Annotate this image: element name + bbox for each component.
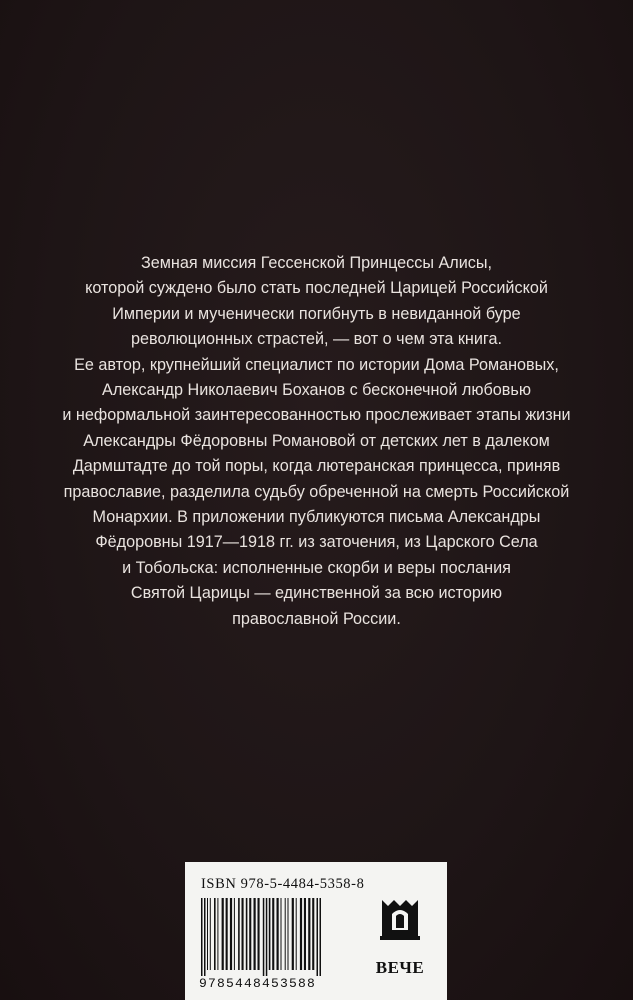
blurb-line: православной России. xyxy=(232,609,401,628)
blurb-line: Александры Фёдоровны Романовой от детских лет в далеком xyxy=(83,431,550,450)
blurb-line: Империи и мученически погибнуть в невиданной буре xyxy=(112,304,521,323)
blurb-line: Дармштадте до той поры, когда лютеранская принцесса, приняв xyxy=(72,457,561,476)
blurb-line: православие, разделила судьбу обреченной на смерть Российской xyxy=(63,482,570,501)
barcode-bar xyxy=(242,898,244,970)
blurb-line: Фёдоровны 1917—1918 гг. из заточения, из Царского Села xyxy=(95,533,538,552)
barcode-bar xyxy=(217,898,218,970)
barcode-bar xyxy=(238,898,240,970)
barcode-bar xyxy=(254,898,256,970)
barcode-bar xyxy=(246,898,248,970)
barcode-bar xyxy=(277,898,279,970)
barcode-bar xyxy=(312,898,314,970)
blurb-line: и Тобольска: исполненные скорби и веры послания xyxy=(122,558,511,577)
publisher-name: ВЕЧЕ xyxy=(375,958,425,977)
barcode-bar xyxy=(266,898,268,976)
barcode-bar xyxy=(304,898,306,970)
barcode-bar xyxy=(234,898,235,970)
blurb-line: Монархии. В приложении публикуются письма Александры xyxy=(92,508,541,527)
barcode-bar xyxy=(308,898,310,970)
barcode-bar xyxy=(292,898,294,970)
blurb-line: Ее автор, крупнейший специалист по истории Дома Романовых, xyxy=(74,355,559,374)
barcode xyxy=(199,898,361,976)
blurb-text xyxy=(60,251,573,632)
barcode-bar xyxy=(210,898,211,970)
blurb-line: Земная миссия Гессенской Принцессы Алисы, xyxy=(140,254,493,272)
barcode-bar xyxy=(263,898,265,976)
blurb-line: и неформальной заинтересованностью прослеживает этапы жизни xyxy=(62,406,571,425)
blurb-line: Святой Царицы — единственной за всю историю xyxy=(130,584,503,603)
isbn-label-box xyxy=(185,862,447,1000)
barcode-bar xyxy=(300,898,302,970)
barcode-bar xyxy=(269,898,271,970)
barcode-bar xyxy=(226,898,228,970)
blurb-line: революционных страстей, — вот о чем эта книга. xyxy=(131,330,502,349)
publisher-logo-icon xyxy=(376,892,424,958)
barcode-bar xyxy=(317,898,319,976)
barcode-bar xyxy=(222,898,224,970)
barcode-bar xyxy=(230,898,232,970)
barcode-bar xyxy=(281,898,282,970)
barcode-bar xyxy=(201,898,203,976)
blurb-line: Александр Николаевич Боханов с бесконечной любовью xyxy=(102,381,531,400)
barcode-bar xyxy=(272,898,274,970)
barcode-bar xyxy=(207,898,208,970)
barcode-bar xyxy=(288,898,289,970)
barcode-bar xyxy=(258,898,260,970)
barcode-bar xyxy=(320,898,322,976)
barcode-bar xyxy=(296,898,297,970)
barcode-bar xyxy=(285,898,286,970)
barcode-bar xyxy=(214,898,216,970)
barcode-bar xyxy=(249,898,251,970)
isbn-number: ISBN 978-5-4484-5358-8 xyxy=(201,876,365,892)
barcode-bar xyxy=(204,898,206,976)
blurb-line: которой суждено было стать последней Царицей Российской xyxy=(85,279,548,298)
barcode-digits: 9785448453588 xyxy=(199,976,317,991)
